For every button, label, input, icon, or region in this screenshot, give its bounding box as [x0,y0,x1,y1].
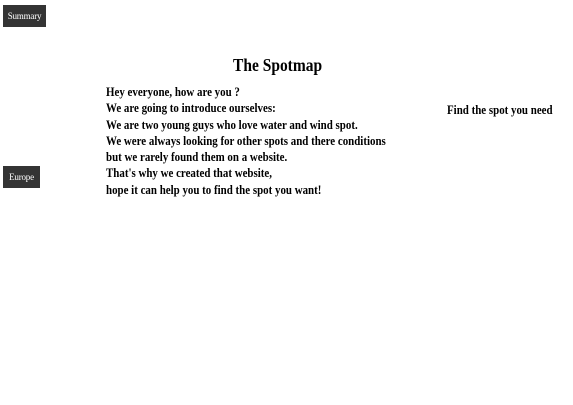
intro-line: We were always looking for other spots and there conditions [106,132,386,148]
intro-text [106,84,386,198]
intro-line: We are going to introduce ourselves: [106,100,276,116]
page-title: The Spotmap [233,55,323,75]
intro-line: but we rarely found them on a website. [106,149,288,165]
tagline-text [447,102,553,118]
intro-line: Hey everyone, how are you ? [106,84,240,99]
intro-line: hope it can help you to find the spot you want! [106,181,322,197]
summary-button[interactable]: Summary [3,5,46,27]
intro-line: That's why we created that website, [106,165,273,181]
europe-button[interactable]: Europe [3,166,40,188]
intro-line: We are two young guys who love water and wind spot. [106,116,358,132]
tagline-label: Find the spot you need [447,102,553,117]
